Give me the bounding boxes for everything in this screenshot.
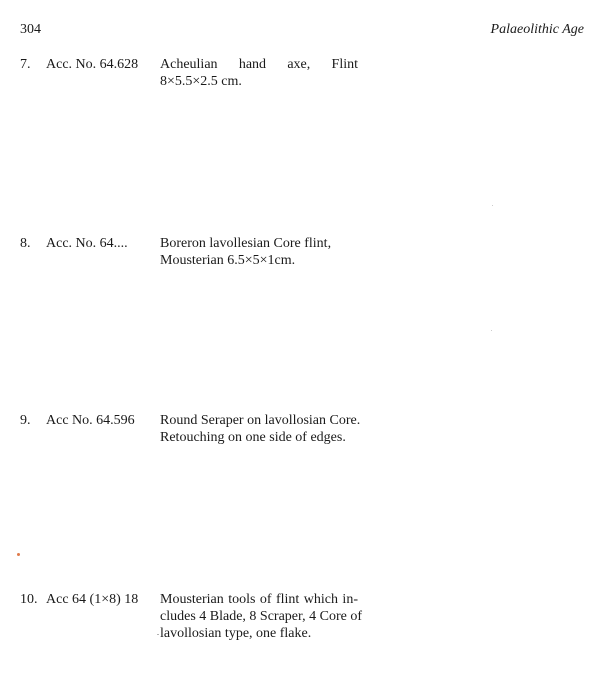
entry-number: 10.: [20, 592, 38, 607]
scan-speck: [492, 205, 493, 206]
running-head: Palaeolithic Age: [490, 22, 584, 37]
accession-number: Acc. No. 64....: [46, 236, 128, 251]
description-line: Boreron lavollesian Core flint,: [160, 236, 332, 251]
description-line: cludes 4 Blade, 8 Scraper, 4 Core of: [160, 609, 362, 624]
entry-number: 8.: [20, 236, 31, 251]
page-number: 304: [20, 22, 41, 37]
entry-description: [160, 591, 362, 642]
description-line: Round Seraper on lavollosian Core.: [160, 413, 361, 428]
scan-speck: [157, 634, 159, 635]
accession-number: Acc 64 (1×8) 18: [46, 592, 139, 607]
entry-number: 9.: [20, 413, 31, 428]
description-line: Acheulian hand axe, Flint: [160, 57, 358, 72]
description-line: Retouching on one side of edges.: [160, 430, 346, 445]
accession-number: Acc No. 64.596: [46, 413, 135, 428]
scan-speck: [17, 553, 20, 556]
description-line: Mousterian 6.5×5×1cm.: [160, 253, 296, 268]
entry-number: 7.: [20, 57, 31, 72]
description-line: lavollosian type, one flake.: [160, 626, 312, 641]
entry-description: [160, 235, 358, 269]
description-line: Mousterian tools of flint which in-: [160, 592, 358, 607]
description-line: 8×5.5×2.5 cm.: [160, 74, 242, 89]
accession-number: Acc. No. 64.628: [46, 57, 139, 72]
entry-description: [160, 56, 358, 90]
entry-description: [160, 412, 361, 446]
scan-speck: [491, 330, 492, 331]
